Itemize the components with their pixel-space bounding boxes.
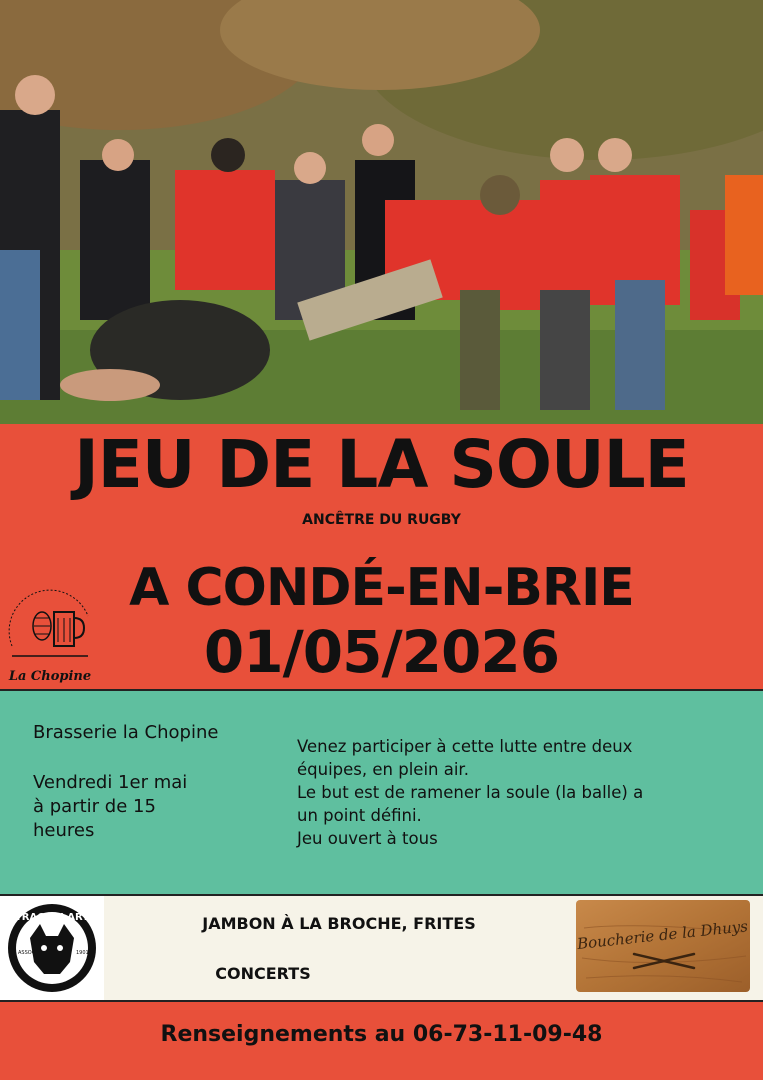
when-line: heures [33, 820, 95, 841]
la-chopine-logo [2, 586, 98, 686]
feature-concerts: CONCERTS [215, 964, 311, 983]
trackn-art-logo [0, 896, 104, 1000]
boucherie-logo [574, 898, 752, 994]
trackn-art-text: TRACK'N ART [14, 912, 90, 923]
sponsor-block [0, 896, 763, 1002]
event-title: JEU DE LA SOULE [74, 426, 689, 503]
event-description [297, 735, 737, 850]
description-line: Jeu ouvert à tous [297, 829, 438, 848]
beer-mug-hops-icon [2, 586, 98, 666]
title-block [0, 424, 763, 689]
event-location: A CONDÉ-EN-BRIE [129, 558, 634, 618]
description-line: un point défini. [297, 806, 422, 825]
description-line: Le but est de ramener la soule (la balle) a [297, 783, 644, 802]
assoc-text: ASSOC [18, 950, 36, 956]
when-line: Vendredi 1er mai [33, 772, 188, 793]
event-date: 01/05/2026 [203, 618, 560, 686]
year-text: 1901 [76, 950, 89, 956]
venue-name: Brasserie la Chopine [33, 722, 219, 743]
description-line: Venez participer à cette lutte entre deux [297, 737, 633, 756]
la-chopine-name: La Chopine [8, 669, 92, 684]
feature-food: JAMBON À LA BROCHE, FRITES [202, 914, 476, 933]
boucherie-text: Boucherie de la Dhuys [576, 917, 749, 953]
when-line: à partir de 15 [33, 796, 156, 817]
contact-info: Renseignements au 06-73-11-09-48 [160, 1022, 603, 1047]
event-subtitle: ANCÊTRE DU RUGBY [302, 512, 461, 528]
info-left [33, 721, 263, 843]
event-photo [0, 0, 763, 424]
description-line: équipes, en plein air. [297, 760, 469, 779]
contact-block [0, 1002, 763, 1080]
info-block [0, 689, 763, 896]
